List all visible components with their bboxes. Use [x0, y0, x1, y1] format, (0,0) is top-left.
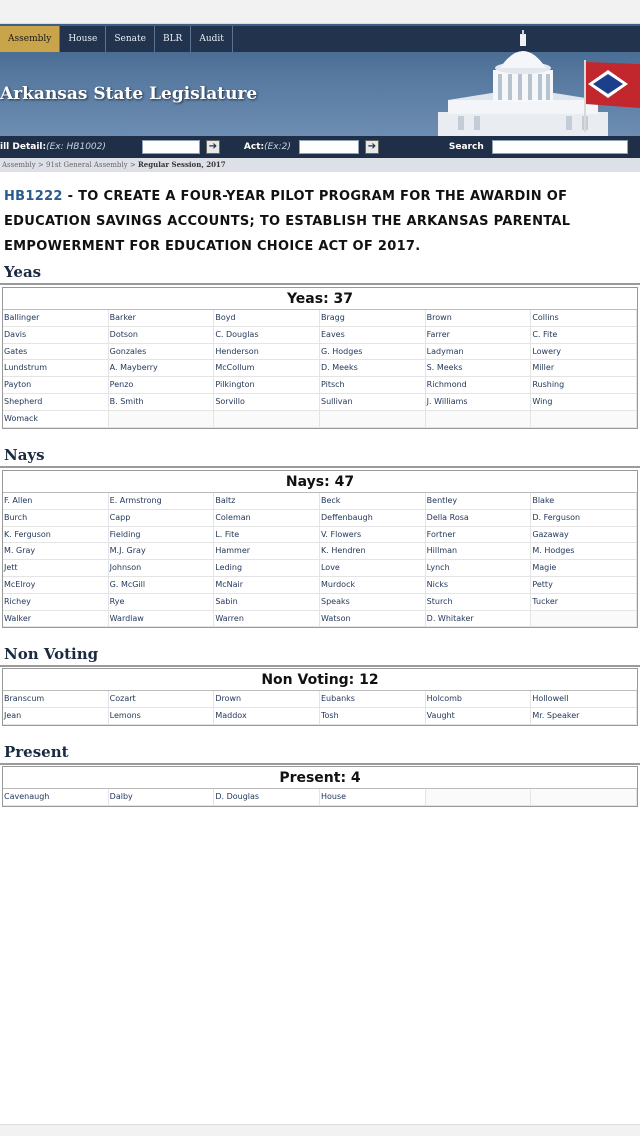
- member-name[interactable]: Coleman: [214, 510, 320, 527]
- nays-grid: [3, 493, 637, 627]
- member-name[interactable]: M. Gray: [3, 543, 109, 560]
- present-count: Present: 4: [3, 767, 637, 789]
- bill-heading: [4, 184, 640, 259]
- member-name[interactable]: Farrer: [426, 327, 532, 344]
- member-name[interactable]: Wardlaw: [109, 611, 215, 628]
- member-name[interactable]: C. Douglas: [214, 327, 320, 344]
- member-name[interactable]: Eubanks: [320, 691, 426, 708]
- member-name[interactable]: G. McGill: [109, 577, 215, 594]
- nays-title: Nays: [4, 446, 45, 464]
- member-name[interactable]: Tucker: [531, 594, 637, 611]
- arkansas-flag-icon: [582, 60, 640, 132]
- bill-number[interactable]: HB1222: [4, 189, 63, 204]
- member-name[interactable]: Brown: [426, 310, 532, 327]
- member-name[interactable]: Leding: [214, 560, 320, 577]
- member-name[interactable]: Henderson: [214, 344, 320, 361]
- tab-house[interactable]: House: [60, 26, 106, 52]
- member-name[interactable]: A. Mayberry: [109, 360, 215, 377]
- present-grid: [3, 789, 637, 806]
- member-name[interactable]: Davis: [3, 327, 109, 344]
- breadcrumb: [0, 158, 640, 172]
- member-name[interactable]: Sabin: [214, 594, 320, 611]
- bill-detail-label: ill Detail:(Ex: HB1002): [0, 142, 106, 152]
- member-name[interactable]: Branscum: [3, 691, 109, 708]
- member-name[interactable]: Burch: [3, 510, 109, 527]
- member-name[interactable]: Bentley: [426, 493, 532, 510]
- divider: [0, 763, 640, 765]
- member-name[interactable]: McCollum: [214, 360, 320, 377]
- member-name[interactable]: Walker: [3, 611, 109, 628]
- member-name[interactable]: Lynch: [426, 560, 532, 577]
- member-name[interactable]: Mr. Speaker: [531, 708, 637, 725]
- member-name[interactable]: Gonzales: [109, 344, 215, 361]
- yeas-count: Yeas: 37: [3, 288, 637, 310]
- divider: [0, 466, 640, 468]
- member-name[interactable]: Speaks: [320, 594, 426, 611]
- tab-senate[interactable]: Senate: [106, 26, 155, 52]
- nonvoting-count: Non Voting: 12: [3, 669, 637, 691]
- member-name[interactable]: Pitsch: [320, 377, 426, 394]
- member-name[interactable]: Maddox: [214, 708, 320, 725]
- member-name[interactable]: F. Allen: [3, 493, 109, 510]
- yeas-title: Yeas: [4, 263, 42, 281]
- member-name[interactable]: Ballinger: [3, 310, 109, 327]
- nonvoting-title: Non Voting: [4, 645, 99, 663]
- present-table: [2, 766, 638, 807]
- member-name[interactable]: Cavenaugh: [3, 789, 109, 806]
- member-name[interactable]: Fortner: [426, 527, 532, 544]
- member-name[interactable]: Murdock: [320, 577, 426, 594]
- member-name[interactable]: McElroy: [3, 577, 109, 594]
- breadcrumb-path[interactable]: Assembly > 91st General Assembly >: [2, 161, 138, 169]
- member-name[interactable]: E. Armstrong: [109, 493, 215, 510]
- member-name[interactable]: Lemons: [109, 708, 215, 725]
- browser-top-strip: [0, 0, 640, 24]
- member-name[interactable]: D. Meeks: [320, 360, 426, 377]
- member-name[interactable]: Drown: [214, 691, 320, 708]
- member-name[interactable]: Dotson: [109, 327, 215, 344]
- member-name[interactable]: Magie: [531, 560, 637, 577]
- empty-cell: [426, 789, 532, 806]
- member-name[interactable]: Womack: [3, 411, 109, 428]
- member-name[interactable]: Wing: [531, 394, 637, 411]
- act-go-button[interactable]: ➔: [365, 140, 379, 154]
- member-name[interactable]: Richey: [3, 594, 109, 611]
- member-name[interactable]: Eaves: [320, 327, 426, 344]
- divider: [0, 665, 640, 667]
- member-name[interactable]: Tosh: [320, 708, 426, 725]
- empty-cell: [531, 411, 637, 428]
- browser-bottom-strip: [0, 1124, 640, 1136]
- empty-cell: [531, 611, 637, 628]
- tab-assembly[interactable]: Assembly: [0, 26, 60, 52]
- member-name[interactable]: Nicks: [426, 577, 532, 594]
- member-name[interactable]: Deffenbaugh: [320, 510, 426, 527]
- empty-cell: [109, 411, 215, 428]
- member-name[interactable]: Johnson: [109, 560, 215, 577]
- nays-count: Nays: 47: [3, 471, 637, 493]
- member-name[interactable]: L. Fite: [214, 527, 320, 544]
- member-name[interactable]: Rye: [109, 594, 215, 611]
- member-name[interactable]: Lundstrum: [3, 360, 109, 377]
- member-name[interactable]: Beck: [320, 493, 426, 510]
- bill-detail-input[interactable]: [142, 140, 200, 154]
- act-label: Act:(Ex:2): [243, 142, 291, 152]
- member-name[interactable]: House: [320, 789, 426, 806]
- member-name[interactable]: McNair: [214, 577, 320, 594]
- member-name[interactable]: Warren: [214, 611, 320, 628]
- search-toolbar: [0, 136, 640, 158]
- member-name[interactable]: Holcomb: [426, 691, 532, 708]
- member-name[interactable]: Hammer: [214, 543, 320, 560]
- member-name[interactable]: Jean: [3, 708, 109, 725]
- member-name[interactable]: Lowery: [531, 344, 637, 361]
- member-name[interactable]: C. Fite: [531, 327, 637, 344]
- member-name[interactable]: Vaught: [426, 708, 532, 725]
- empty-cell: [320, 411, 426, 428]
- member-name[interactable]: Gates: [3, 344, 109, 361]
- member-name[interactable]: Sorvillo: [214, 394, 320, 411]
- nonvoting-grid: [3, 691, 637, 725]
- bill-title: TO CREATE A FOUR-YEAR PILOT PROGRAM FOR THE AWARDIN OF EDUCATION SAVINGS ACCOUNTS; TO ESTABLISH THE ARKANSAS PARENTAL EMPOWERMENT FOR EDUCATION CHOICE ACT OF 2017.: [4, 189, 571, 254]
- member-name[interactable]: Penzo: [109, 377, 215, 394]
- member-name[interactable]: D. Douglas: [214, 789, 320, 806]
- member-name[interactable]: Rushing: [531, 377, 637, 394]
- member-name[interactable]: Hollowell: [531, 691, 637, 708]
- tab-audit[interactable]: Audit: [191, 26, 233, 52]
- empty-cell: [426, 411, 532, 428]
- member-name[interactable]: Petty: [531, 577, 637, 594]
- member-name[interactable]: V. Flowers: [320, 527, 426, 544]
- breadcrumb-current: Regular Session, 2017: [137, 160, 226, 169]
- member-name[interactable]: Richmond: [426, 377, 532, 394]
- member-name[interactable]: K. Ferguson: [3, 527, 109, 544]
- member-name[interactable]: Watson: [320, 611, 426, 628]
- search-label: Search: [448, 142, 484, 152]
- member-name[interactable]: Sturch: [426, 594, 532, 611]
- member-name[interactable]: Shepherd: [3, 394, 109, 411]
- yeas-table: [2, 287, 638, 429]
- site-banner: [0, 24, 640, 136]
- member-name[interactable]: Capp: [109, 510, 215, 527]
- member-name[interactable]: Ladyman: [426, 344, 532, 361]
- member-name[interactable]: Baltz: [214, 493, 320, 510]
- member-name[interactable]: G. Hodges: [320, 344, 426, 361]
- member-name[interactable]: Miller: [531, 360, 637, 377]
- search-input[interactable]: [492, 140, 628, 154]
- member-name[interactable]: Boyd: [214, 310, 320, 327]
- member-name[interactable]: Jett: [3, 560, 109, 577]
- tab-blr[interactable]: BLR: [155, 26, 191, 52]
- member-name[interactable]: J. Williams: [426, 394, 532, 411]
- member-name[interactable]: Blake: [531, 493, 637, 510]
- member-name[interactable]: Collins: [531, 310, 637, 327]
- member-name[interactable]: M.J. Gray: [109, 543, 215, 560]
- divider: [0, 283, 640, 285]
- member-name[interactable]: Barker: [109, 310, 215, 327]
- member-name[interactable]: Cozart: [109, 691, 215, 708]
- member-name[interactable]: Fielding: [109, 527, 215, 544]
- member-name[interactable]: Payton: [3, 377, 109, 394]
- member-name[interactable]: M. Hodges: [531, 543, 637, 560]
- bill-separator: -: [62, 189, 79, 204]
- yeas-grid: [3, 310, 637, 428]
- act-input[interactable]: [299, 140, 359, 154]
- member-name[interactable]: S. Meeks: [426, 360, 532, 377]
- member-name[interactable]: Love: [320, 560, 426, 577]
- member-name[interactable]: Hillman: [426, 543, 532, 560]
- member-name[interactable]: Gazaway: [531, 527, 637, 544]
- member-name[interactable]: Sullivan: [320, 394, 426, 411]
- empty-cell: [214, 411, 320, 428]
- member-name[interactable]: Pilkington: [214, 377, 320, 394]
- nays-table: [2, 470, 638, 628]
- present-title: Present: [4, 743, 69, 761]
- top-nav-tabs: [0, 26, 233, 52]
- member-name[interactable]: Della Rosa: [426, 510, 532, 527]
- member-name[interactable]: B. Smith: [109, 394, 215, 411]
- member-name[interactable]: D. Ferguson: [531, 510, 637, 527]
- site-title[interactable]: Arkansas State Legislature: [0, 84, 258, 104]
- member-name[interactable]: D. Whitaker: [426, 611, 532, 628]
- member-name[interactable]: K. Hendren: [320, 543, 426, 560]
- empty-cell: [531, 789, 637, 806]
- member-name[interactable]: Bragg: [320, 310, 426, 327]
- bill-detail-go-button[interactable]: ➔: [206, 140, 220, 154]
- nonvoting-table: [2, 668, 638, 726]
- member-name[interactable]: Dalby: [109, 789, 215, 806]
